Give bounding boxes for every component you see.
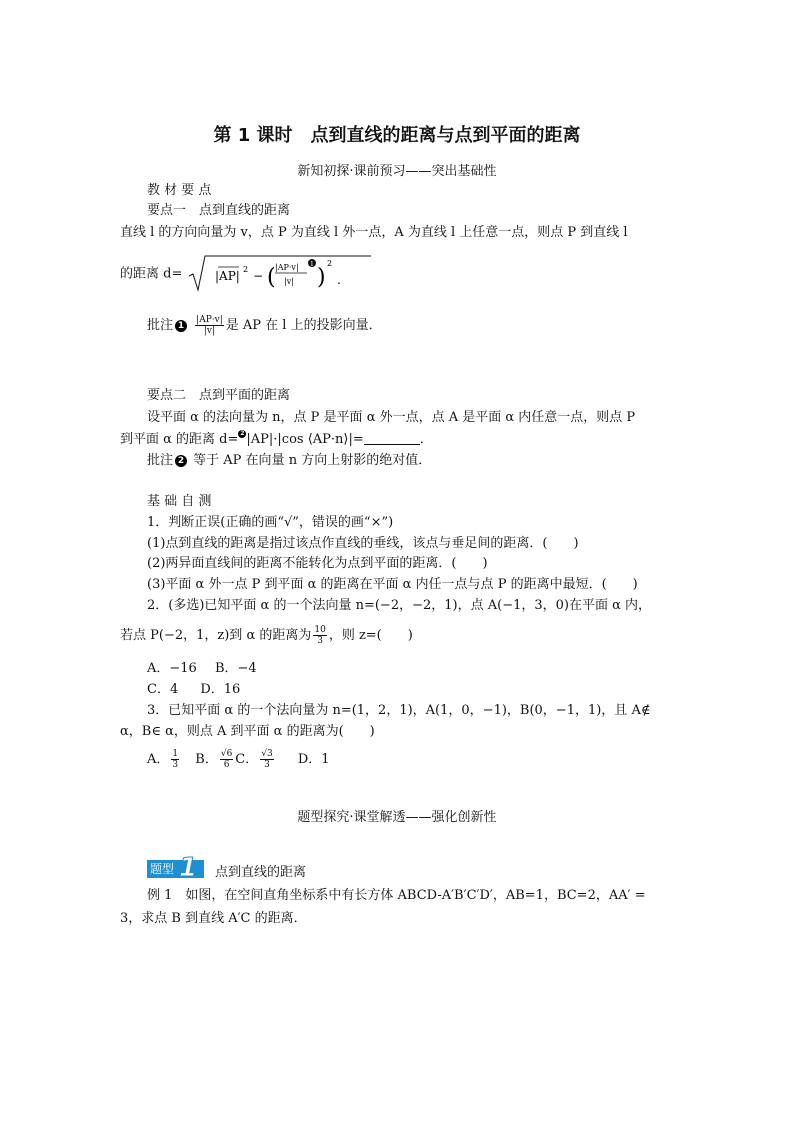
q2-options-row2 — [147, 681, 240, 699]
formula-paren-left: ( — [266, 265, 276, 290]
q2-option-a: A．−16 — [147, 661, 197, 676]
point1-formula-line — [120, 254, 373, 290]
note1-label: 批注 — [147, 318, 174, 333]
section-heading-jichu: 基 础 自 测 — [147, 494, 212, 509]
formula-note-marker: 1 — [309, 261, 314, 268]
point1-line2-prefix: 的距离 d= — [120, 266, 183, 282]
point2-line2: 到平面 α 的距离 d= 2 |AP|·|cos ⟨AP·n⟩|= ． — [120, 430, 433, 447]
q3-line2: α，B∈ α，则点 A 到平面 α 的距离为( ) — [120, 724, 375, 739]
q3-c-num: √3 — [261, 749, 273, 759]
distance-formula — [187, 254, 373, 294]
note2-badge: 2 — [175, 455, 187, 467]
q3-b-num: √6 — [220, 749, 233, 759]
point2-line2-prefix: 到平面 α 的距离 d= — [120, 432, 239, 447]
formula-exp-2: 2 — [326, 259, 332, 268]
q2-frac-den: 3 — [317, 636, 323, 646]
point2-note — [147, 452, 431, 470]
point1-line1: 直线 l 的方向向量为 v，点 P 为直线 l 外一点，A 为直线 l 上任意一点，则点 P 到直线 l — [120, 225, 628, 240]
q3-option-b-frac — [220, 749, 233, 770]
q2-line2-prefix: 若点 P(−2，1，z)到 α 的距离为 — [120, 628, 312, 643]
note1-frac-den: |v| — [203, 326, 216, 336]
type1-badge-text: 题型 — [147, 860, 204, 878]
q3-option-c-label: C． — [235, 752, 259, 767]
q2-stem: 2．(多选)已知平面 α 的一个法向量 n=(−2，−2，1)，点 A(−1，3，0)在平面 α 内， — [147, 598, 652, 613]
type1-badge-number: 1 — [179, 853, 198, 883]
q3-option-a-frac — [171, 749, 179, 770]
formula-paren-right: ) — [316, 265, 326, 290]
q3-stem: 3．已知平面 α 的一个法向量为 n=(1，2，1)，A(1，0，−1)，B(0，−1，1)，且 A∉ — [147, 703, 651, 718]
note1-text: 是 AP 在 l 上的投影向量． — [225, 318, 382, 333]
section-subtitle-explore: 题型探究·课堂解透——强化创新性 — [297, 810, 497, 825]
q1-item-a: (1)点到直线的距离是指过该点作直线的垂线，该点与垂足间的距离．( ) — [147, 536, 579, 551]
q1-stem: 1．判断正误(正确的画“√”，错误的画“×”) — [147, 515, 394, 530]
q2-option-d: D．16 — [200, 682, 241, 697]
formula-minus: − — [252, 269, 263, 283]
q2-options-row1 — [147, 660, 257, 678]
note1-frac-num: |AP·v| — [196, 315, 223, 325]
q2-frac-num: 10 — [314, 625, 326, 635]
point2-answer-blank — [364, 432, 420, 445]
note1-fraction — [195, 315, 224, 336]
q3-option-b-label: B． — [195, 752, 218, 767]
q3-b-den: 6 — [223, 760, 230, 770]
note2-label: 批注 — [147, 453, 174, 468]
note2-text: 等于 AP 在向量 n 方向上射影的绝对值． — [193, 453, 432, 468]
note1-badge: 1 — [175, 320, 187, 332]
q1-item-c: (3)平面 α 外一点 P 到平面 α 的距离在平面 α 内任一点与点 P 的距离中最短．( ) — [147, 577, 638, 592]
q3-options — [147, 746, 330, 774]
page-title: 第 1 课时 点到直线的距离与点到平面的距离 — [213, 125, 581, 146]
point1-heading: 要点一 点到直线的距离 — [147, 203, 291, 218]
formula-exp-1: 2 — [242, 265, 248, 274]
q2-fraction — [313, 625, 326, 646]
point2-note-marker: 2 — [240, 430, 245, 437]
point1-note — [147, 314, 382, 338]
q3-option-d: D．1 — [297, 752, 330, 767]
q3-option-c-frac — [260, 749, 273, 770]
type1-badge — [147, 853, 205, 883]
formula-ap-abs: |AP| — [214, 269, 240, 283]
q2-line2-suffix: ，则 z=( ) — [328, 628, 413, 643]
q1-item-b: (2)两异面直线间的距离不能转化为点到平面的距离．( ) — [147, 556, 488, 571]
q2-line2 — [120, 624, 413, 648]
formula-denominator: |v| — [283, 277, 294, 286]
q3-option-a-label: A． — [147, 752, 170, 767]
point2-heading: 要点二 点到平面的距离 — [147, 388, 291, 403]
point2-line2-mid: |AP|·|cos ⟨AP·n⟩|= — [246, 432, 364, 447]
section-subtitle-preview: 新知初探·课前预习——突出基础性 — [297, 164, 497, 179]
q2-option-c: C．4 — [147, 682, 179, 697]
q2-option-b: B．−4 — [214, 661, 257, 676]
formula-period: . — [336, 273, 341, 287]
example1-line1: 例 1 如图，在空间直角坐标系中有长方体 ABCD-A′B′C′D′，AB=1，BC=2，AA′ = — [147, 888, 646, 903]
q3-c-den: 3 — [264, 760, 270, 770]
q3-a-num: 1 — [172, 749, 179, 759]
example1-line2: 3，求点 B 到直线 A′C 的距离． — [120, 911, 307, 926]
section-heading-jiaocai: 教 材 要 点 — [147, 183, 212, 198]
formula-numerator: |AP·v| — [274, 263, 299, 272]
point2-line1: 设平面 α 的法向量为 n，点 P 是平面 α 外一点，点 A 是平面 α 内任意一点，则点 P — [147, 410, 636, 425]
type1-heading: 点到直线的距离 — [215, 865, 307, 880]
q3-a-den: 3 — [172, 760, 179, 770]
